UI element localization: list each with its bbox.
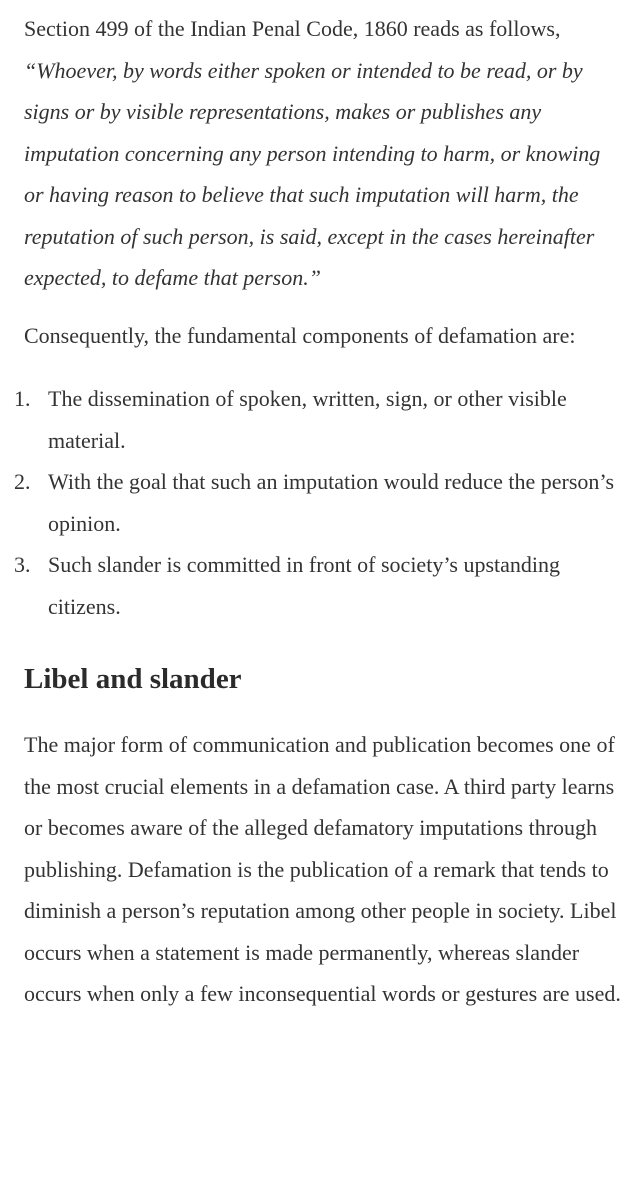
intro-paragraph bbox=[24, 8, 624, 299]
list-item-number: 2. bbox=[14, 469, 31, 494]
list-item-number: 3. bbox=[14, 552, 31, 577]
list-item-number: 1. bbox=[14, 386, 31, 411]
list-item-text: With the goal that such an imputation would reduce the person’s opinion. bbox=[48, 469, 615, 536]
article-content bbox=[14, 8, 624, 1015]
section-body-paragraph: The major form of communication and publication becomes one of the most crucial elements in a defamation case. A third party learns or becomes aware of the alleged defamatory imputations through publishing. Defamation is the publication of a remark that tends to diminish a person’s reputation among other people in society. Libel occurs when a statement is made permanently, whereas slander occurs when only a few inconsequential words or gestures are used. bbox=[24, 732, 621, 1006]
defamation-components-list bbox=[14, 378, 624, 627]
intro-lead-text: Section 499 of the Indian Penal Code, 1860 reads as follows, bbox=[24, 16, 561, 41]
section-heading: Libel and slander bbox=[24, 663, 242, 695]
list-item bbox=[14, 378, 624, 461]
list-item bbox=[14, 544, 624, 627]
list-item bbox=[14, 461, 624, 544]
section-499-quote: “Whoever, by words either spoken or intended to be read, or by signs or by visible representations, makes or publishes any imputation concerning any person intending to harm, or knowing or having reason to believe that such imputation will harm, the reputation of such person, is said, except in the cases hereinafter expected, to defame that person.” bbox=[24, 57, 601, 290]
components-intro-paragraph: Consequently, the fundamental components of defamation are: bbox=[24, 322, 576, 348]
list-item-text: The dissemination of spoken, written, sign, or other visible material. bbox=[48, 386, 567, 453]
list-item-text: Such slander is committed in front of society’s upstanding citizens. bbox=[48, 552, 561, 619]
